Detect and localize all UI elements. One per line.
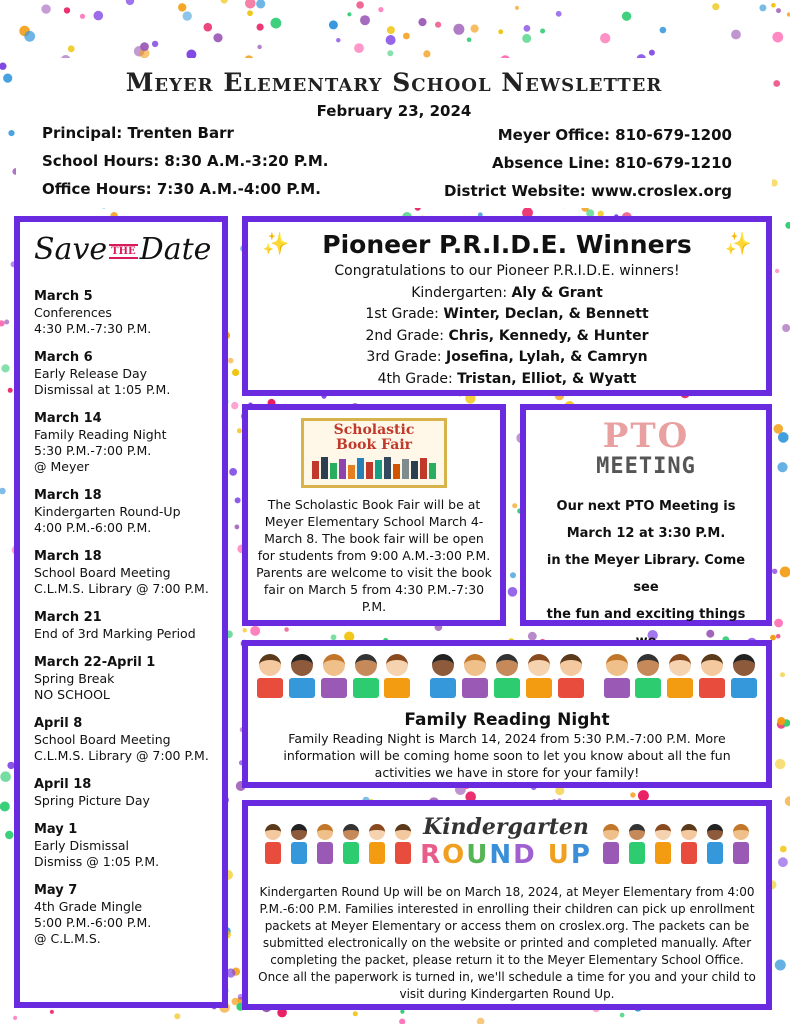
- event-date: March 18: [34, 549, 102, 564]
- event-detail: 4:00 P.M.-6:00 P.M.: [34, 520, 152, 535]
- child-reading-icon: [635, 654, 663, 702]
- pride-grade-line: [248, 369, 766, 391]
- event-date: March 6: [34, 350, 93, 365]
- child-reading-icon: [730, 824, 752, 864]
- event-list: [34, 289, 214, 947]
- kindergarten-logo-line2: ROUND UP: [420, 840, 592, 870]
- event-detail: @ Meyer: [34, 459, 90, 474]
- grade-label: 1st Grade:: [365, 306, 444, 322]
- event-item: [34, 655, 214, 703]
- save-the-date-heading: [34, 232, 214, 267]
- grade-winners: Winter, Declan, & Bennett: [443, 306, 649, 322]
- kindergarten-roundup-panel: [242, 800, 772, 1010]
- child-reading-icon: [262, 824, 284, 864]
- event-detail: Early Dismissal: [34, 838, 129, 853]
- event-item: [34, 411, 214, 475]
- book-fair-panel: [242, 404, 506, 626]
- event-item: [34, 716, 214, 764]
- event-detail: Kindergarten Round-Up: [34, 504, 181, 519]
- reading-text: Family Reading Night is March 14, 2024 from 5:30 P.M.-7:00 P.M. More information will be coming home soon to let you know about all the fun activities we have in store for your family!: [283, 731, 731, 780]
- event-date: April 18: [34, 777, 92, 792]
- principal-name: Principal: Trenten Barr: [42, 124, 234, 142]
- office-phone: Meyer Office: 810-679-1200: [497, 126, 732, 144]
- event-date: May 1: [34, 822, 78, 837]
- pto-logo-line2: MEETING: [596, 454, 696, 479]
- child-reading-icon: [256, 654, 284, 702]
- grade-label: 4th Grade:: [377, 370, 458, 387]
- pride-title: Pioneer P.R.I.D.E. Winners: [322, 230, 692, 259]
- event-detail: Spring Break: [34, 671, 115, 686]
- event-item: [34, 350, 214, 398]
- kindergarten-text: Kindergarten Round Up will be on March 18, 2024, at Meyer Elementary from 4:00 P.M.-6:00 P.M. Families interested in enrolling their children can pick up enrollment packets at Meyer Elementary or access them on croslex.org. The packets can be submitted electronically on the website or printed and completed manually. After completing the packet, please return it to the Meyer Elementary School Office. Once all the paperwork is turned in, we'll schedule a time for you and your child to visit during Kindergarten Round Up.: [258, 885, 756, 1001]
- the-word: THE: [111, 245, 136, 257]
- grade-winners: Aly & Grant: [511, 284, 603, 301]
- event-detail: 5:00 P.M.-6:00 P.M.: [34, 915, 152, 930]
- child-reading-icon: [340, 824, 362, 864]
- child-reading-icon: [603, 654, 631, 702]
- reading-children-illustration: [256, 654, 758, 702]
- confetti-popper-icon: ✨: [262, 232, 290, 257]
- child-reading-icon: [525, 654, 553, 702]
- event-item: [34, 549, 214, 597]
- child-reading-icon: [678, 824, 700, 864]
- child-reading-icon: [383, 654, 411, 702]
- pride-grade-line: [248, 304, 766, 326]
- child-reading-icon: [652, 824, 674, 864]
- book-fair-logo-line2: Book Fair: [335, 437, 413, 453]
- child-reading-icon: [626, 824, 648, 864]
- reading-title: Family Reading Night: [404, 710, 610, 730]
- event-detail: 4:30 P.M.-7:30 P.M.: [34, 321, 152, 336]
- kindergarten-logo-line1: Kindergarten: [423, 814, 589, 840]
- child-reading-icon: [666, 654, 694, 702]
- event-item: [34, 777, 214, 809]
- event-item: [34, 822, 214, 870]
- pto-logo-line1: PTO: [602, 416, 690, 456]
- child-reading-icon: [352, 654, 380, 702]
- grade-label: 2nd Grade:: [365, 327, 449, 344]
- event-detail: Family Reading Night: [34, 427, 167, 442]
- pto-line: Our next PTO Meeting is: [556, 499, 736, 514]
- event-item: [34, 289, 214, 337]
- event-date: March 21: [34, 610, 102, 625]
- event-detail: @ C.L.M.S.: [34, 931, 101, 946]
- books-icon: [312, 457, 436, 479]
- children-group-right: [600, 824, 752, 864]
- district-website[interactable]: District Website: www.croslex.org: [443, 182, 732, 200]
- child-reading-icon: [600, 824, 622, 864]
- event-date: March 5: [34, 289, 93, 304]
- pride-intro: Congratulations to our Pioneer P.R.I.D.E. winners!: [334, 263, 680, 279]
- grade-label: Kindergarten:: [411, 284, 512, 301]
- event-detail: 5:30 P.M.-7:00 P.M.: [34, 443, 152, 458]
- school-hours: School Hours: 8:30 A.M.-3:20 P.M.: [42, 152, 329, 170]
- event-item: [34, 610, 214, 642]
- office-hours: Office Hours: 7:30 A.M.-4:00 P.M.: [42, 180, 321, 198]
- kindergarten-roundup-header: [256, 814, 758, 878]
- date-word: Date: [139, 232, 212, 267]
- event-detail: Dismiss @ 1:05 P.M.: [34, 854, 160, 869]
- child-reading-icon: [461, 654, 489, 702]
- pto-meeting-panel: [520, 404, 772, 626]
- event-detail: C.L.M.S. Library @ 7:00 P.M.: [34, 581, 209, 596]
- event-detail: Early Release Day: [34, 366, 148, 381]
- child-reading-icon: [288, 824, 310, 864]
- event-date: March 14: [34, 411, 102, 426]
- event-detail: School Board Meeting: [34, 732, 171, 747]
- pride-grade-line: [248, 347, 766, 369]
- event-detail: 4th Grade Mingle: [34, 899, 143, 914]
- pride-grade-line: [248, 283, 766, 305]
- child-reading-icon: [429, 654, 457, 702]
- event-detail: Spring Picture Day: [34, 793, 150, 808]
- event-detail: End of 3rd Marking Period: [34, 626, 196, 641]
- event-detail: C.L.M.S. Library @ 7:00 P.M.: [34, 748, 209, 763]
- book-fair-text: The Scholastic Book Fair will be at Meyer Elementary School March 4-March 8. The book fair will be open for students from 9:00 A.M.-3:00 P.M. Parents are welcome to visit the book fair on March 5 from 4:30 P.M.-7:30 P.M.: [256, 497, 492, 614]
- child-reading-icon: [288, 654, 316, 702]
- confetti-popper-icon: ✨: [724, 232, 752, 257]
- book-fair-logo-line1: Scholastic: [333, 422, 415, 438]
- newsletter-header: [16, 58, 772, 208]
- save-the-date-panel: [14, 216, 228, 1008]
- child-reading-icon: [493, 654, 521, 702]
- event-date: March 18: [34, 488, 102, 503]
- child-reading-icon: [698, 654, 726, 702]
- book-fair-logo: [301, 418, 447, 488]
- event-detail: School Board Meeting: [34, 565, 171, 580]
- event-detail: Dismissal at 1:05 P.M.: [34, 382, 171, 397]
- event-item: [34, 883, 214, 947]
- event-date: April 8: [34, 716, 83, 731]
- child-reading-icon: [320, 654, 348, 702]
- child-reading-icon: [314, 824, 336, 864]
- child-reading-icon: [730, 654, 758, 702]
- child-reading-icon: [366, 824, 388, 864]
- pto-line: in the Meyer Library. Come see: [546, 553, 746, 595]
- save-word: Save: [34, 232, 108, 267]
- pto-line: the fun and exciting things: [546, 607, 746, 622]
- event-date: May 7: [34, 883, 78, 898]
- event-item: [34, 488, 214, 536]
- grade-winners: Chris, Kennedy, & Hunter: [448, 327, 649, 344]
- child-reading-icon: [557, 654, 585, 702]
- event-detail: NO SCHOOL: [34, 687, 110, 702]
- absence-line: Absence Line: 810-679-1210: [491, 154, 732, 172]
- event-detail: Conferences: [34, 305, 112, 320]
- child-reading-icon: [704, 824, 726, 864]
- family-reading-panel: [242, 640, 772, 788]
- grade-winners: Tristan, Elliot, & Wyatt: [457, 370, 637, 387]
- pride-grade-list: [248, 283, 766, 391]
- children-group-left: [262, 824, 414, 864]
- grade-winners: Josefina, Lylah, & Camryn: [446, 349, 648, 365]
- newsletter-title: Meyer Elementary School Newsletter: [125, 68, 663, 97]
- newsletter-date: February 23, 2024: [316, 102, 472, 120]
- pride-grade-line: [248, 326, 766, 348]
- grade-label: 3rd Grade:: [366, 349, 447, 365]
- event-date: March 22-April 1: [34, 655, 156, 670]
- pto-line: March 12 at 3:30 P.M.: [566, 526, 726, 541]
- pride-winners-panel: [242, 216, 772, 396]
